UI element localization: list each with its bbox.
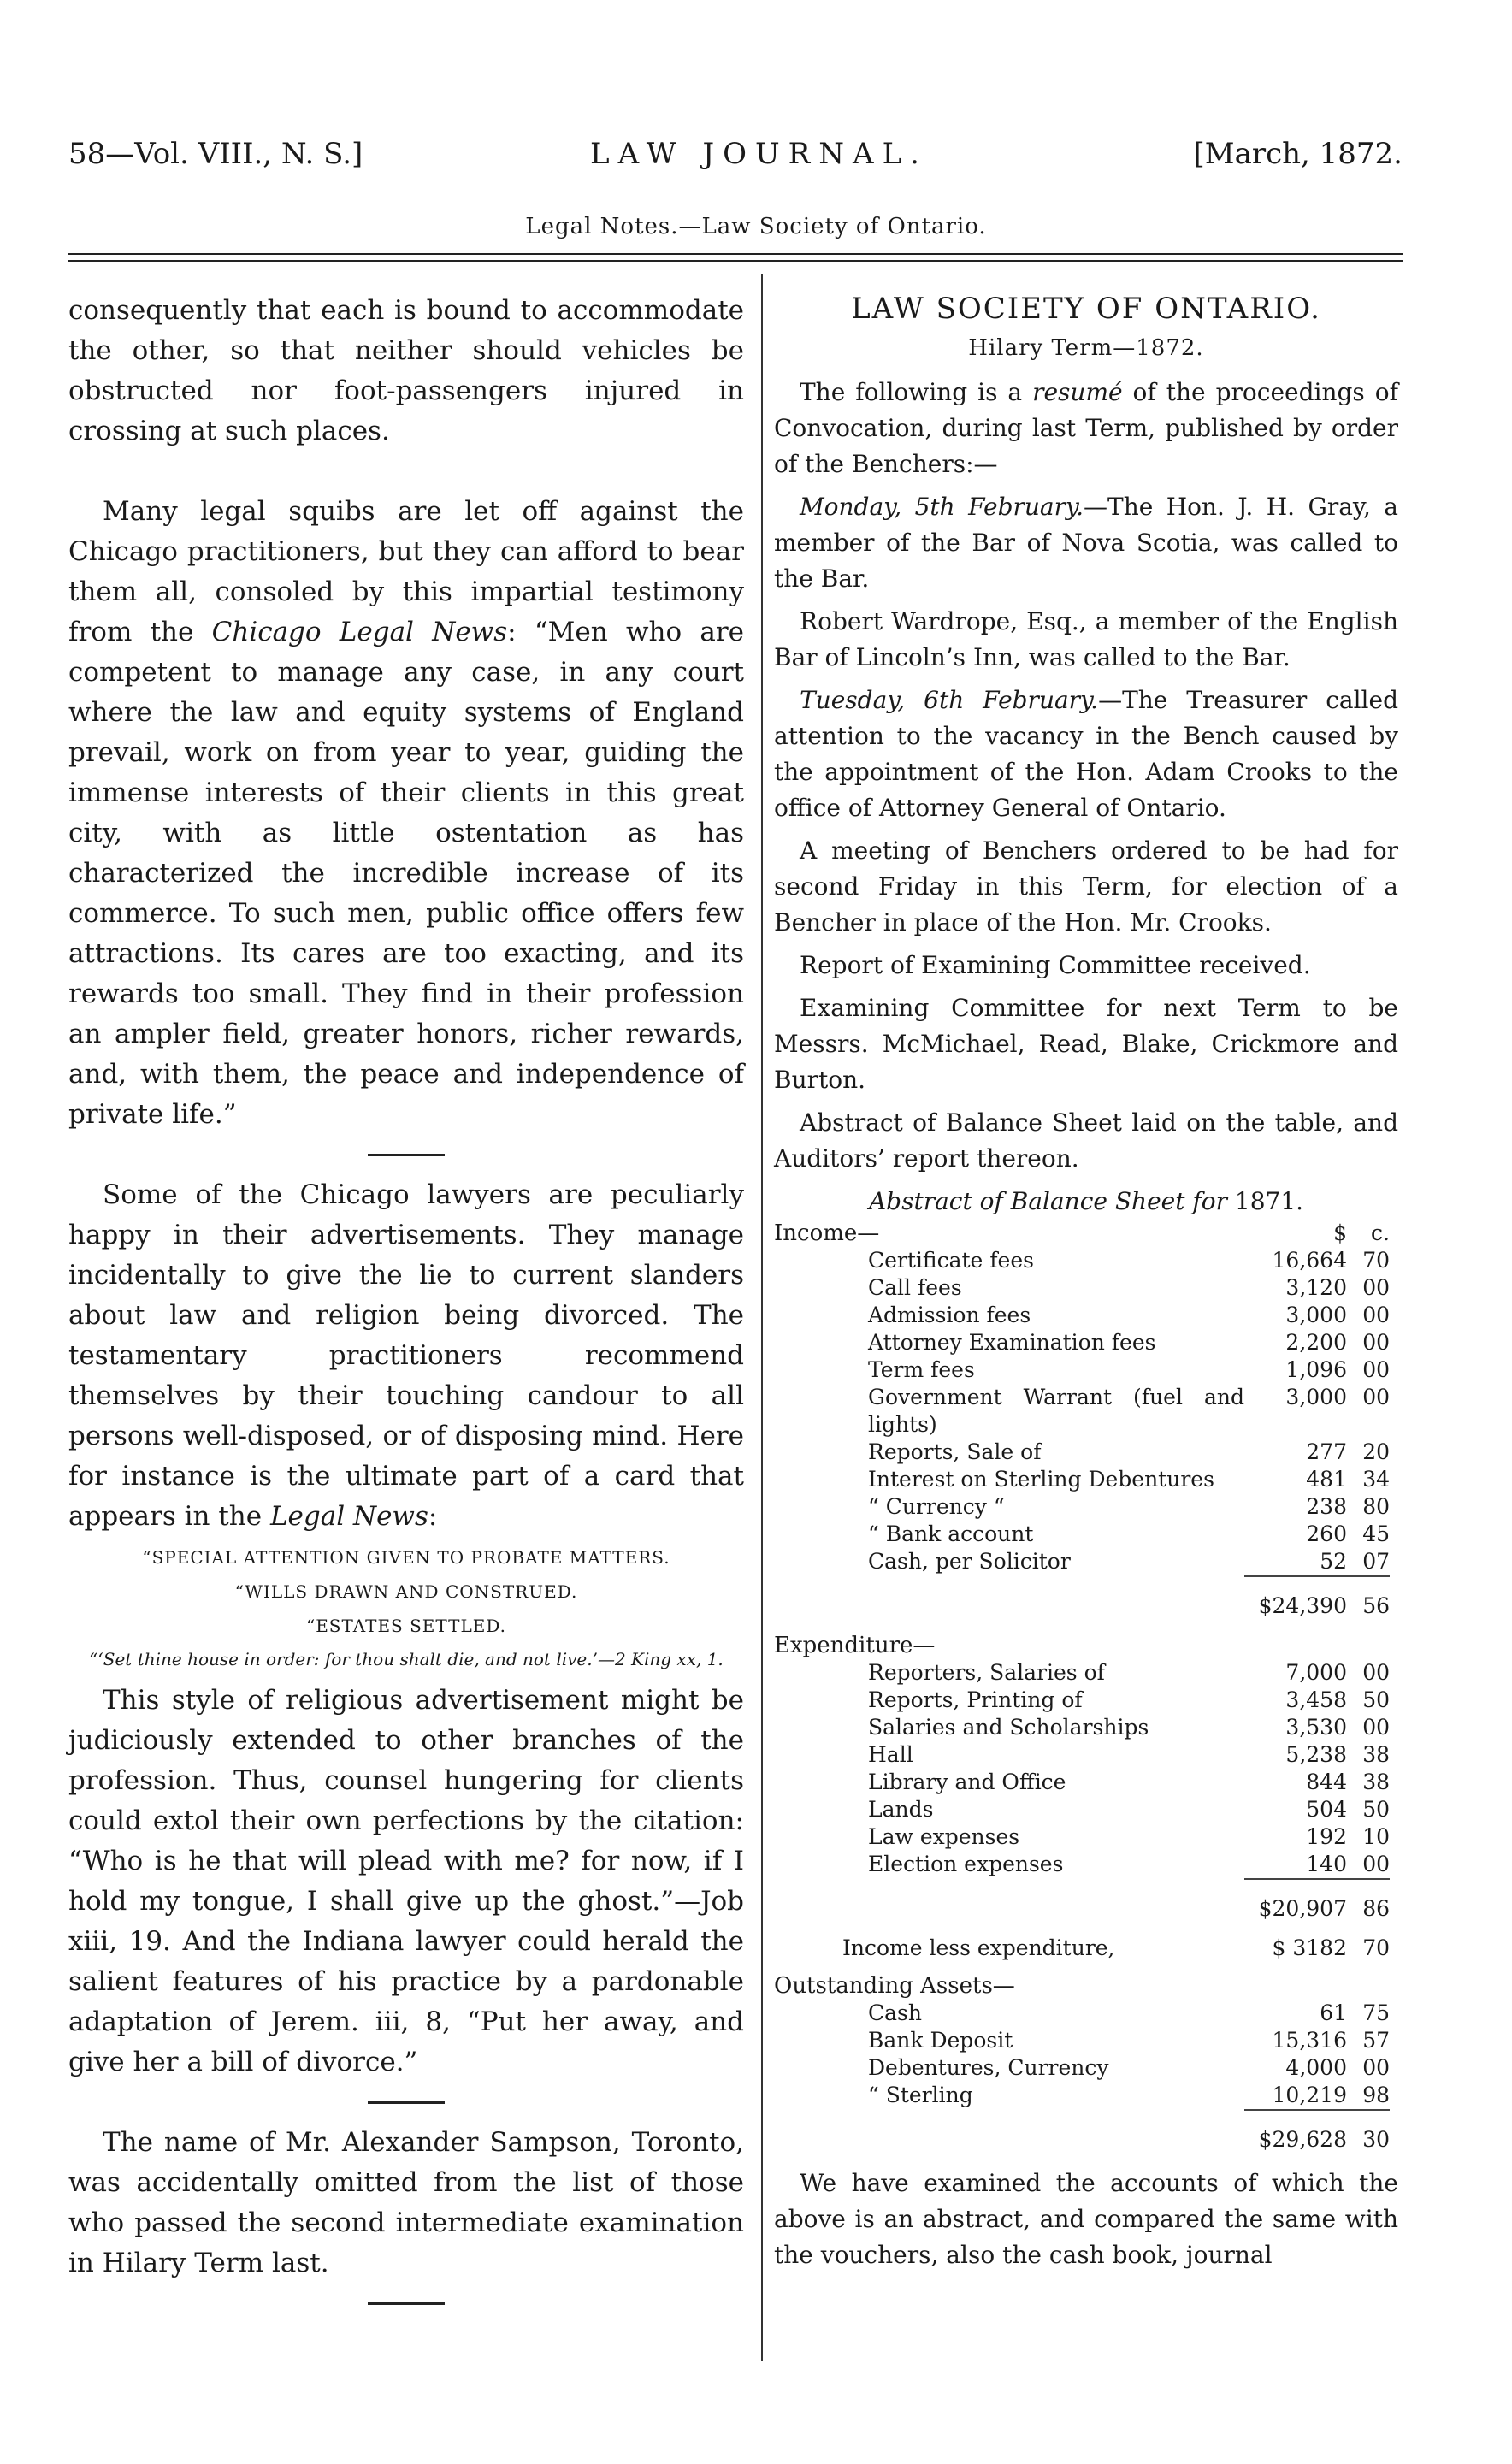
income-less-dollars: $ 3182 [1272,1935,1347,1960]
line-item-dollars: 140 [1306,1852,1347,1876]
paragraph-committee: Examining Committee for next Term to be Messrs. McMichael, Read, Blake, Crickmore and Burton. [774,994,1398,1094]
line-item-dollars: 504 [1306,1797,1347,1822]
balance-row [774,1274,1390,1302]
line-item-label: Election expenses [868,1852,1064,1876]
line-item-cents: 75 [1362,2000,1390,2025]
line-item-label: Term fees [868,1357,975,1382]
paragraph-monday: Monday, 5th February.—The Hon. J. H. Gray, a member of the Bar of Nova Scotia, was called to the Bar. [774,493,1399,593]
line-item-cents: 00 [1362,1660,1390,1685]
income-label: Income— [774,1220,880,1246]
line-item-label: Hall [868,1742,913,1767]
line-item-cents: 50 [1362,1687,1390,1712]
line-item-label: “ Sterling [868,2083,973,2107]
line-item-label: Salaries and Scholarships [868,1715,1149,1740]
line-item-dollars: 3,000 [1285,1385,1347,1409]
line-item-label: Call fees [868,1275,962,1300]
line-item-cents: 00 [1362,1852,1390,1876]
balance-row [774,2027,1390,2054]
abstract-title: Abstract of Balance Sheet for 1871. [868,1187,1304,1215]
line-item-dollars: 3,120 [1285,1275,1347,1300]
balance-row [774,1356,1390,1384]
article-title: LAW SOCIETY OF ONTARIO. [851,292,1321,326]
income-less-label: Income less expenditure, [842,1935,1115,1960]
balance-row [774,1548,1390,1576]
income-less-row [774,1935,1390,1962]
line-item-cents: 07 [1362,1549,1390,1574]
balance-row [774,1439,1390,1466]
income-total-dollars: $24,390 [1244,1576,1347,1632]
paragraph-advertisements: Some of the Chicago lawyers are peculiarly happy in their advertisements. They manage incidentally to give the lie to current slanders about law and religion being divorced. The testamentary practitioners recommend themselves by their touching candour to all persons well-disposed, or of disposing mind. Here for instance is the ultimate part of a card that appears in the Legal News: [68,1179,744,1532]
line-item-cents: 00 [1362,1357,1390,1382]
line-item-label: Attorney Examination fees [868,1330,1156,1355]
line-item-cents: 45 [1362,1522,1390,1546]
line-item-cents: 00 [1362,1330,1390,1355]
balance-row [774,1466,1390,1493]
line-item-label: Reports, Printing of [868,1687,1083,1712]
balance-row [774,1823,1390,1851]
balance-row [774,1384,1390,1439]
page-volume-label: 58—Vol. VIII., N. S.] [68,137,363,171]
balance-row [774,1659,1390,1687]
balance-sheet-table [774,1220,1390,2166]
balance-row [774,1769,1390,1796]
line-item-dollars: 2,200 [1285,1330,1347,1355]
paragraph-meeting: A meeting of Benchers ordered to be had for second Friday in this Term, for election of a Bencher in place of the Hon. Mr. Crooks. [774,836,1398,937]
advertisement-card [68,1544,744,1672]
expenditure-header-row [774,1632,1390,1659]
balance-row [774,1329,1390,1356]
line-item-dollars: 15,316 [1272,2028,1347,2053]
line-item-label: “ Bank account [868,1522,1034,1546]
expenditure-total-row [774,1879,1390,1935]
line-item-cents: 00 [1362,1275,1390,1300]
line-item-dollars: 7,000 [1285,1660,1347,1685]
issue-date: [March, 1872. [1193,137,1403,171]
paragraph-wardrope: Robert Wardrope, Esq., a member of the English Bar of Lincoln’s Inn, was called to the Bar. [774,607,1398,671]
line-item-dollars: 61 [1320,2000,1347,2025]
line-item-dollars: 844 [1306,1770,1347,1794]
balance-row [774,2000,1390,2027]
line-item-label: Debentures, Currency [868,2055,1109,2080]
line-item-cents: 20 [1362,1439,1390,1464]
line-item-label: Certificate fees [868,1248,1034,1273]
balance-row [774,1796,1390,1823]
line-item-dollars: 192 [1306,1824,1347,1849]
balance-row [774,1521,1390,1548]
header-double-rule [68,253,1403,262]
cents-column-header: c. [1371,1220,1390,1245]
line-item-label: Lands [868,1797,934,1822]
line-item-cents: 98 [1362,2083,1390,2107]
line-item-label: Reports, Sale of [868,1439,1042,1464]
paragraph-sampson-notice: The name of Mr. Alexander Sampson, Toronto, was accidentally omitted from the list of those who passed the second intermediate examination in Hilary Term last. [68,2127,744,2278]
expenditure-label: Expenditure— [774,1633,936,1658]
article-subtitle: Hilary Term—1872. [968,335,1204,361]
ad-line: “SPECIAL ATTENTION GIVEN TO PROBATE MATTERS. [142,1547,670,1568]
paragraph-intro: The following is a resumé of the proceedings of Convocation, during last Term, published by order of the Benchers:— [774,378,1398,478]
line-item-dollars: 4,000 [1285,2055,1347,2080]
line-item-dollars: 481 [1306,1467,1347,1492]
assets-label: Outstanding Assets— [774,1973,1015,1999]
line-item-cents: 38 [1362,1770,1390,1794]
line-item-label: Reporters, Salaries of [868,1660,1105,1685]
expenditure-total-cents: 86 [1347,1879,1390,1935]
assets-total-row [774,2110,1390,2166]
line-item-dollars: 3,000 [1285,1303,1347,1327]
separator-rule [368,1154,445,1156]
line-item-label: Cash, per Solicitor [868,1549,1071,1574]
income-less-cents: 70 [1362,1935,1390,1960]
income-header-row [774,1220,1390,1247]
income-total-row [774,1576,1390,1632]
line-item-cents: 38 [1362,1742,1390,1767]
assets-total-dollars: $29,628 [1244,2110,1347,2166]
line-item-cents: 34 [1362,1467,1390,1492]
section-subheader: Legal Notes.—Law Society of Ontario. [525,214,987,239]
balance-row [774,1247,1390,1274]
right-column [774,291,1398,2280]
balance-row [774,1714,1390,1741]
paragraph-auditors-closing: We have examined the accounts of which the above is an abstract, and compared the same with the vouchers, also the cash book, journal [774,2169,1398,2269]
balance-row [774,1302,1390,1329]
ad-line: “WILLS DRAWN AND CONSTRUED. [234,1581,578,1602]
balance-row [774,1741,1390,1769]
line-item-label: Law expenses [868,1824,1020,1849]
paragraph-continuation: consequently that each is bound to accommodate the other, so that neither should vehicles be obstructed nor foot-passengers injured in crossing at such places. [68,295,744,446]
line-item-label: Bank Deposit [868,2028,1013,2053]
line-item-dollars: 52 [1320,1549,1347,1574]
column-divider [761,274,763,2361]
line-item-dollars: 3,530 [1285,1715,1347,1740]
line-item-dollars: 16,664 [1272,1248,1347,1273]
paragraph-religious-ads: This style of religious advertisement might be judiciously extended to other branches of the profession. Thus, counsel hungering for clients could extol their own perfections by the citation: “Who is he that will plead with me? for now, if I hold my tongue, I shall give up the ghost.”—Job xiii, 19. And the Indiana lawyer could herald the salient features of his practice by a pardonable adaptation of Jerem. iii, 8, “Put her away, and give her a bill of divorce.” [68,1685,744,2077]
paragraph-report: Report of Examining Committee received. [800,951,1311,979]
line-item-cents: 50 [1362,1797,1390,1822]
assets-total-cents: 30 [1347,2110,1390,2166]
line-item-cents: 00 [1362,1303,1390,1327]
line-item-label: Interest on Sterling Debentures [868,1467,1214,1492]
line-item-cents: 57 [1362,2028,1390,2053]
paragraph-abstract-laid: Abstract of Balance Sheet laid on the table, and Auditors’ report thereon. [774,1108,1398,1173]
line-item-cents: 00 [1362,1715,1390,1740]
line-item-dollars: 238 [1306,1494,1347,1519]
left-column [68,291,744,2324]
line-item-cents: 70 [1362,1248,1390,1273]
balance-row [774,2082,1390,2110]
paragraph-legal-squibs: Many legal squibs are let off against the Chicago practitioners, but they can afford to bear them all, consoled by this impartial testimony from the Chicago Legal News: “Men who are competent to manage any case, in any court where the law and equity systems of England prevail, work on from year to year, guiding the immense interests of their clients in this great city, with as little ostentation as has characterized the incredible increase of its commerce. To such men, public office offers few attractions. Its cares are too exacting, and its rewards too small. They find in their profession an ampler field, greater honors, richer rewards, and, with them, the peace and independence of private life.” [68,496,745,1130]
balance-row [774,1493,1390,1521]
expenditure-total-dollars: $20,907 [1244,1879,1347,1935]
line-item-dollars: 5,238 [1285,1742,1347,1767]
line-item-cents: 00 [1362,1385,1390,1409]
paragraph-tuesday: Tuesday, 6th February.—The Treasurer called attention to the vacancy in the Bench caused by the appointment of the Hon. Adam Crooks to the office of Attorney General of Ontario. [774,686,1398,822]
separator-rule [368,2101,445,2104]
line-item-cents: 10 [1362,1824,1390,1849]
income-total-cents: 56 [1347,1576,1390,1632]
line-item-label: Library and Office [868,1770,1066,1794]
ad-line: “ESTATES SETTLED. [305,1616,507,1636]
separator-rule [368,2302,445,2305]
line-item-label: “ Currency “ [868,1494,1005,1519]
dollar-column-header: $ [1333,1220,1347,1245]
balance-row [774,1851,1390,1879]
line-item-dollars: 260 [1306,1522,1347,1546]
line-item-dollars: 10,219 [1272,2083,1347,2107]
line-item-cents: 00 [1362,2055,1390,2080]
line-item-dollars: 277 [1306,1439,1347,1464]
assets-header-row [774,1962,1390,2000]
ad-scripture-quote: “‘Set thine house in order: for thou shalt die, and not live.’—2 King xx, 1. [89,1649,724,1669]
running-header [68,137,1403,180]
line-item-dollars: 1,096 [1285,1357,1347,1382]
line-item-cents: 80 [1362,1494,1390,1519]
line-item-label: Cash [868,2000,922,2025]
line-item-label: Government Warrant (fuel and lights) [868,1385,1244,1437]
journal-title: LAW JOURNAL. [590,137,928,171]
balance-row [774,1687,1390,1714]
balance-row [774,2054,1390,2082]
line-item-label: Admission fees [868,1303,1031,1327]
line-item-dollars: 3,458 [1285,1687,1347,1712]
